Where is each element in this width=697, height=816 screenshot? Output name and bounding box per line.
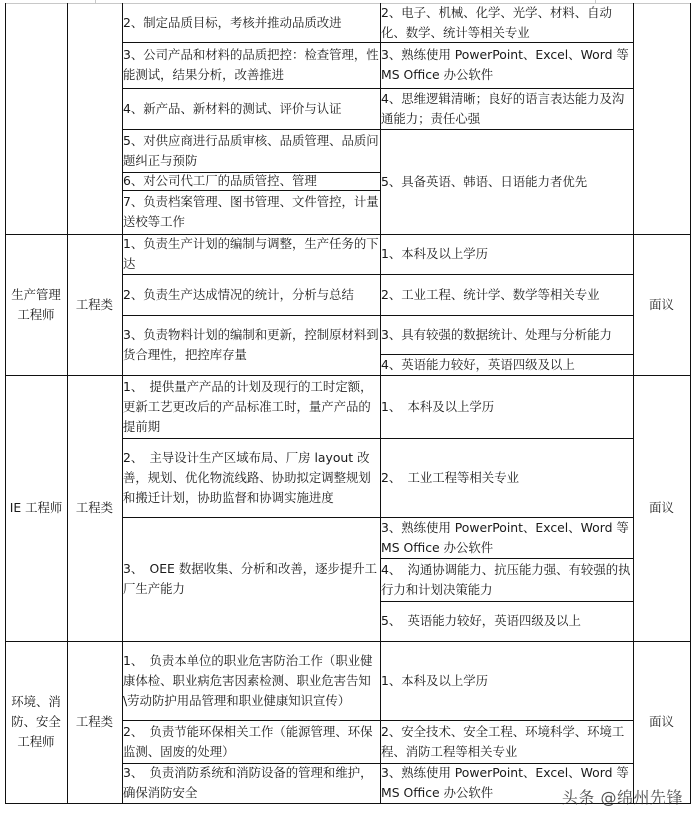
grid-hline-req — [380, 129, 634, 130]
duty-text: 2、负责生产达成情况的统计，分析与总结 — [123, 286, 354, 302]
grid-hline-req — [380, 763, 634, 764]
grid-hline-section — [5, 375, 691, 376]
category-cell — [67, 234, 122, 375]
salary-value: 面议 — [649, 500, 674, 515]
category-name: 工程类 — [75, 500, 114, 515]
duty-cell — [122, 375, 380, 438]
duty-cell — [122, 720, 380, 763]
requirement-cell — [380, 375, 633, 438]
duty-text: 5、对供应商进行品质审核、品质管理、品质问题纠正与预防 — [123, 132, 379, 168]
category-cell — [67, 641, 122, 803]
duty-cell — [122, 3, 380, 42]
requirement-cell — [380, 274, 633, 315]
position-name: 生产管理工程师 — [11, 286, 61, 322]
duty-text: 1、 负责本单位的职业危害防治工作（职业健康体检、职业病危害因素检测、职业危害告知\劳动防护用品管理和职业健康知识宣传） — [123, 652, 373, 708]
duty-cell — [122, 88, 380, 129]
requirement-cell — [380, 129, 633, 234]
category-name: 工程类 — [75, 714, 114, 729]
salary-value: 面议 — [649, 296, 674, 312]
duty-text: 3、负责物料计划的编制和更新，控制原材料到货合理性，把控库存量 — [123, 327, 379, 362]
position-name: IE 工程师 — [9, 500, 63, 515]
duty-cell — [122, 315, 380, 375]
watermark-text: 头条 @绵州先锋 — [561, 788, 683, 807]
duty-text: 2、 主导设计生产区域布局、厂房 layout 改善，规划、优化物流线路、协助拟定调整规划和搬迁计划，协助监督和协调实施进度 — [123, 449, 371, 505]
requirement-text: 3、熟练使用 PowerPoint、Excel、Word 等 MS Office 办公软件 — [381, 47, 629, 82]
requirement-text: 2、电子、机械、化学、光学、材料、自动化、数学、统计等相关专业 — [381, 4, 612, 40]
duty-text: 4、新产品、新材料的测试、评价与认证 — [123, 100, 342, 116]
duty-cell — [122, 438, 380, 517]
requirement-cell — [380, 354, 633, 375]
duty-cell — [122, 517, 380, 641]
grid-vline — [633, 3, 634, 804]
requirement-cell — [380, 720, 633, 763]
grid-hline-req — [380, 42, 634, 43]
grid-hline-duty — [122, 763, 381, 764]
grid-hline-req — [380, 601, 634, 602]
grid-hline-req — [380, 274, 634, 275]
grid-hline-duty — [122, 315, 381, 316]
requirement-text: 3、具有较强的数据统计、处理与分析能力 — [381, 326, 612, 342]
duty-text: 1、负责生产计划的编制与调整，生产任务的下达 — [123, 236, 379, 271]
position-cell — [5, 234, 67, 375]
grid-hline-req — [380, 438, 634, 439]
duty-text: 3、 OEE 数据收集、分析和改善，逐步提升工厂生产能力 — [123, 561, 378, 596]
grid-vline — [5, 3, 6, 804]
requirement-cell — [380, 641, 633, 720]
requirement-cell — [380, 517, 633, 558]
position-cell — [5, 375, 67, 641]
grid-hline-section — [5, 641, 691, 642]
grid-hline-duty — [122, 517, 381, 518]
category-cell — [67, 375, 122, 641]
requirement-text: 2、安全技术、安全工程、环境科学、环境工程、消防工程等相关专业 — [381, 723, 625, 759]
requirement-text: 1、本科及以上学历 — [381, 246, 489, 261]
duty-cell — [122, 42, 380, 88]
requirement-cell — [380, 88, 633, 129]
salary-cell — [633, 3, 690, 234]
duty-text: 1、 提供量产产品的计划及现行的工时定额，更新工艺更改后的产品标准工时，量产产品的提前期 — [123, 378, 373, 434]
requirement-text: 5、 英语能力较好，英语四级及以上 — [381, 613, 581, 628]
duty-text: 3、公司产品和材料的品质把控：检查管理，性能测试，结果分析，改善推进 — [123, 47, 379, 82]
position-cell — [5, 641, 67, 803]
requirement-cell — [380, 42, 633, 88]
grid-vline — [67, 3, 68, 804]
duty-text: 7、负责档案管理、图书管理、文件管控，计量送校等工作 — [123, 194, 379, 229]
duty-text: 2、制定品质目标，考核并推动品质改进 — [123, 14, 342, 30]
requirement-text: 4、思维逻辑清晰；良好的语言表达能力及沟通能力；责任心强 — [381, 90, 625, 126]
duty-cell — [122, 641, 380, 720]
requirement-text: 1、本科及以上学历 — [381, 672, 489, 688]
salary-cell — [633, 234, 690, 375]
duty-cell — [122, 172, 380, 190]
grid-hline-req — [380, 88, 634, 89]
category-name: 工程类 — [75, 296, 114, 312]
grid-vline — [690, 3, 691, 804]
category-cell — [67, 3, 122, 234]
duty-text: 6、对公司代工厂的品质管控、管理 — [123, 173, 317, 188]
requirement-cell — [380, 315, 633, 354]
requirement-text: 3、熟练使用 PowerPoint、Excel、Word 等 MS Office 办公软件 — [381, 519, 629, 555]
grid-hline-duty — [122, 42, 381, 43]
requirement-text: 2、工业工程、统计学、数学等相关专业 — [381, 286, 600, 302]
grid-hline-req — [380, 315, 634, 316]
requirement-text: 4、 沟通协调能力、抗压能力强、有较强的执行力和计划决策能力 — [381, 561, 631, 597]
grid-hline-duty — [122, 172, 381, 173]
grid-hline-req — [380, 558, 634, 559]
salary-value: 面议 — [649, 714, 674, 729]
salary-cell — [633, 375, 690, 641]
grid-hline-duty — [122, 274, 381, 275]
grid-hline-duty — [122, 190, 381, 191]
grid-hline-req — [380, 354, 634, 355]
grid-hline-duty — [122, 129, 381, 130]
requirement-cell — [380, 234, 633, 274]
requirement-text: 3、熟练使用 PowerPoint、Excel、Word 等 MS Office 办公软件 — [381, 765, 629, 800]
requirement-cell — [380, 438, 633, 517]
grid-vline — [122, 3, 123, 804]
duty-cell — [122, 234, 380, 274]
duty-text: 2、 负责节能环保相关工作（能源管理、环保监测、固废的处理） — [123, 723, 373, 759]
requirement-cell — [380, 558, 633, 601]
requirement-text: 5、具备英语、韩语、日语能力者优先 — [381, 173, 588, 189]
duty-cell — [122, 763, 380, 803]
grid-hline-duty — [122, 720, 381, 721]
position-name: 环境、消防、安全工程师 — [11, 694, 61, 749]
grid-hline-req — [380, 517, 634, 518]
requirement-text: 4、英语能力较好，英语四级及以上 — [381, 356, 575, 372]
requirement-text: 1、 本科及以上学历 — [381, 398, 495, 414]
salary-cell — [633, 641, 690, 803]
grid-hline-duty — [122, 438, 381, 439]
duty-cell — [122, 129, 380, 172]
grid-hline-section — [5, 234, 691, 235]
position-cell — [5, 3, 67, 234]
requirement-cell — [380, 3, 633, 42]
duty-cell — [122, 190, 380, 234]
grid-hline-req — [380, 720, 634, 721]
requirement-cell — [380, 601, 633, 641]
requirement-text: 2、 工业工程等相关专业 — [381, 469, 519, 485]
duty-text: 3、 负责消防系统和消防设备的管理和维护，确保消防安全 — [123, 765, 373, 800]
duty-cell — [122, 274, 380, 315]
grid-vline — [380, 3, 381, 804]
grid-hline-duty — [122, 88, 381, 89]
